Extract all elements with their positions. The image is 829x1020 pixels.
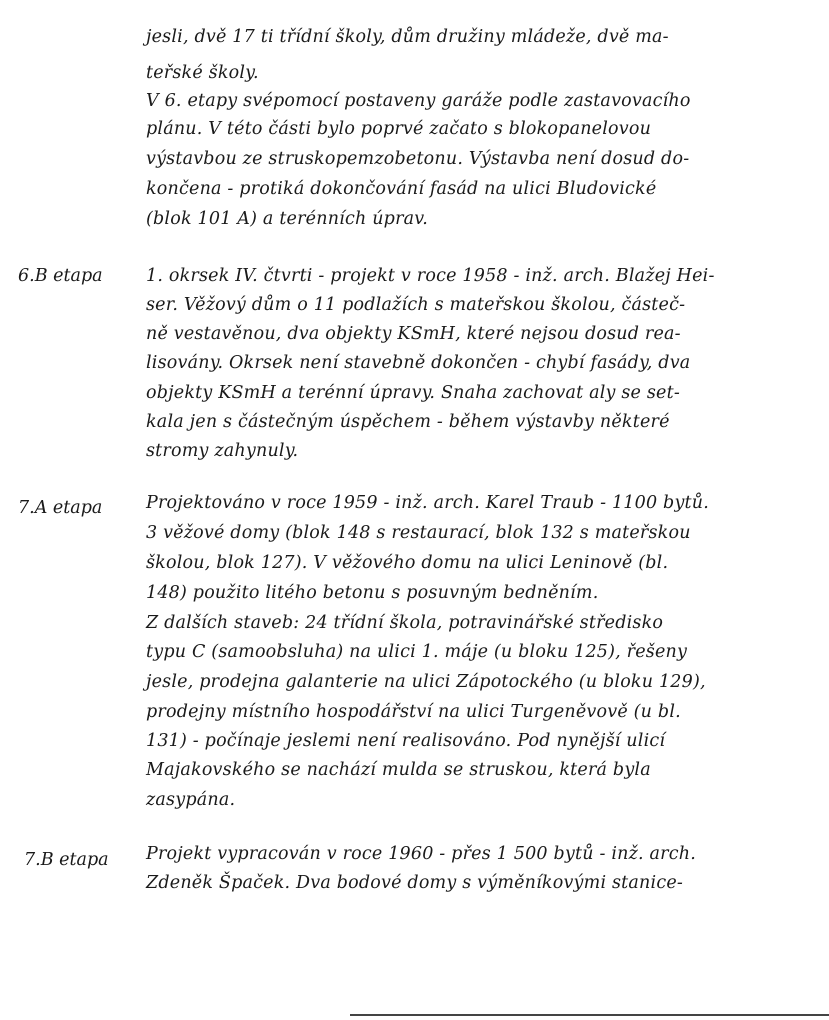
text-line: teřské školy.: [146, 63, 259, 83]
text-line: plánu. V této části bylo poprvé začato s blokopanelovou: [146, 119, 652, 139]
text-line: 3 věžové domy (blok 148 s restaurací, blok 132 s mateřskou: [146, 523, 691, 543]
text-line: 1. okrsek IV. čtvrti - projekt v roce 1958 - inž. arch. Blažej Hei-: [146, 266, 715, 286]
text-line: stromy zahynuly.: [146, 441, 299, 461]
text-line: objekty KSmH a terénní úpravy. Snaha zachovat aly se set-: [146, 383, 680, 403]
text-line: ně vestavěnou, dva objekty KSmH, které nejsou dosud rea-: [146, 324, 681, 344]
text-line: typu C (samoobsluha) na ulici 1. máje (u bloku 125), řešeny: [146, 642, 688, 662]
page-bottom-edge: [350, 1014, 829, 1016]
text-line: Projektováno v roce 1959 - inž. arch. Karel Traub - 1100 bytů.: [146, 493, 710, 513]
text-line: lisovány. Okrsek není stavebně dokončen - chybí fasády, dva: [146, 353, 691, 373]
text-line: V 6. etapy svépomocí postaveny garáže podle zastavovacího: [146, 91, 691, 111]
text-line: končena - protiká dokončování fasád na ulici Bludovické: [146, 179, 657, 199]
text-line: Z dalších staveb: 24 třídní škola, potravinářské středisko: [146, 613, 664, 633]
section-label: 7.B etapa: [24, 850, 109, 870]
text-line: Zdeněk Špaček. Dva bodové domy s výměníkovými stanice-: [146, 873, 683, 893]
text-line: výstavbou ze struskopemzobetonu. Výstavba není dosud do-: [146, 149, 690, 169]
text-line: Majakovského se nachází mulda se struskou, která byla: [146, 760, 651, 780]
text-line: (blok 101 A) a terénních úprav.: [146, 209, 429, 229]
section-label: 7.A etapa: [18, 498, 103, 518]
text-line: jesli, dvě 17 ti třídní školy, dům družiny mládeže, dvě ma-: [146, 27, 669, 47]
text-line: zasypána.: [146, 790, 236, 810]
text-line: 148) použito litého betonu s posuvným bedněním.: [146, 583, 599, 603]
section-label: 6.B etapa: [18, 266, 103, 286]
text-line: jesle, prodejna galanterie na ulici Zápotockého (u bloku 129),: [146, 672, 706, 692]
text-line: Projekt vypracován v roce 1960 - přes 1 500 bytů - inž. arch.: [146, 844, 696, 864]
text-line: kala jen s částečným úspěchem - během výstavby některé: [146, 412, 670, 432]
text-line: 131) - počínaje jeslemi není realisováno. Pod nynější ulicí: [146, 731, 666, 751]
text-line: ser. Věžový dům o 11 podlažích s mateřskou školou, částeč-: [146, 295, 686, 315]
text-line: školou, blok 127). V věžového domu na ulici Leninově (bl.: [146, 553, 669, 573]
text-line: prodejny místního hospodářství na ulici Turgeněvově (u bl.: [146, 702, 681, 722]
